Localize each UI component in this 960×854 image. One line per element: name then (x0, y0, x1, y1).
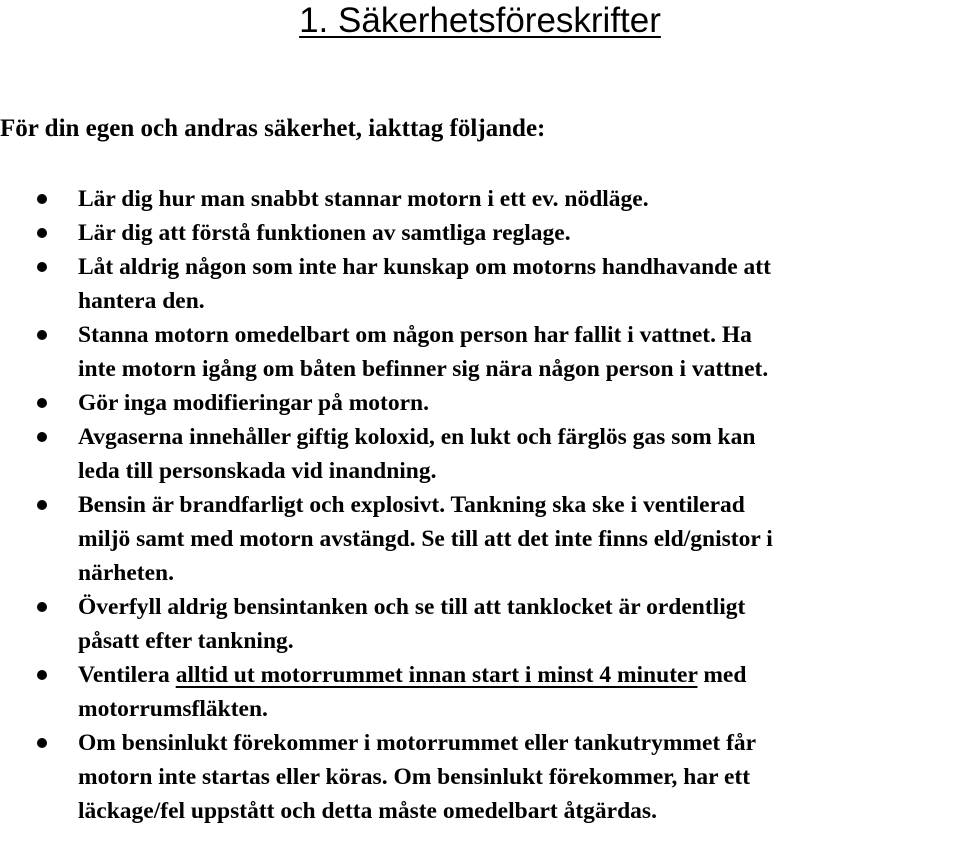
list-item-line: inte motorn igång om båten befinner sig nära någon person i vattnet. (78, 356, 769, 382)
bullet-icon (37, 228, 47, 238)
list-item-line: Bensin är brandfarligt och explosivt. Tankning ska ske i ventilerad (78, 492, 745, 518)
text-segment: med (697, 662, 747, 688)
list-item-line (78, 658, 960, 692)
list-item (0, 420, 960, 488)
list-item (0, 318, 960, 386)
bullet-icon (37, 500, 47, 510)
list-item-line: motorrumsfläkten. (78, 696, 268, 722)
list-item (0, 590, 960, 658)
list-item-line: läckage/fel uppstått och detta måste omedelbart åtgärdas. (78, 798, 657, 824)
list-item (0, 658, 960, 726)
list-item-line: påsatt efter tankning. (78, 628, 294, 654)
list-item-line: Överfyll aldrig bensintanken och se till att tanklocket är ordentligt (78, 594, 746, 620)
bullet-icon (37, 194, 47, 204)
safety-list (0, 182, 960, 828)
list-item-line: Lär dig att förstå funktionen av samtliga reglage. (78, 220, 571, 246)
text-segment: Ventilera (78, 662, 176, 688)
list-item-line: Avgaserna innehåller giftig koloxid, en lukt och färglös gas som kan (78, 424, 756, 450)
bullet-icon (37, 670, 47, 680)
list-item-line: Låt aldrig någon som inte har kunskap om motorns handhavande att (78, 254, 771, 280)
list-item-line: Om bensinlukt förekommer i motorrummet eller tankutrymmet får (78, 730, 757, 756)
list-item (0, 386, 960, 420)
bullet-icon (37, 398, 47, 408)
list-item-line: Gör inga modifieringar på motorn. (78, 390, 429, 416)
list-item-line: hantera den. (78, 288, 205, 314)
bullet-icon (37, 262, 47, 272)
list-item (0, 250, 960, 318)
intro-text: För din egen och andras säkerhet, iakttag följande: (0, 115, 546, 142)
list-item (0, 488, 960, 590)
bullet-icon (37, 738, 47, 748)
list-item (0, 726, 960, 828)
list-item-line: Stanna motorn omedelbart om någon person har fallit i vattnet. Ha (78, 322, 752, 348)
bullet-icon (37, 432, 47, 442)
list-item-line: miljö samt med motorn avstängd. Se till att det inte finns eld/gnistor i (78, 526, 773, 552)
bullet-icon (37, 602, 47, 612)
list-item-line: Lär dig hur man snabbt stannar motorn i ett ev. nödläge. (78, 186, 649, 212)
list-item-line: leda till personskada vid inandning. (78, 458, 437, 484)
list-item-line: motorn inte startas eller köras. Om bensinlukt förekommer, har ett (78, 764, 751, 790)
underlined-text: alltid ut motorrummet innan start i minst 4 minuter (175, 662, 698, 688)
list-item (0, 216, 960, 250)
bullet-icon (37, 330, 47, 340)
list-item-line: närheten. (78, 560, 174, 586)
page-title: 1. Säkerhetsföreskrifter (299, 1, 661, 40)
list-item (0, 182, 960, 216)
